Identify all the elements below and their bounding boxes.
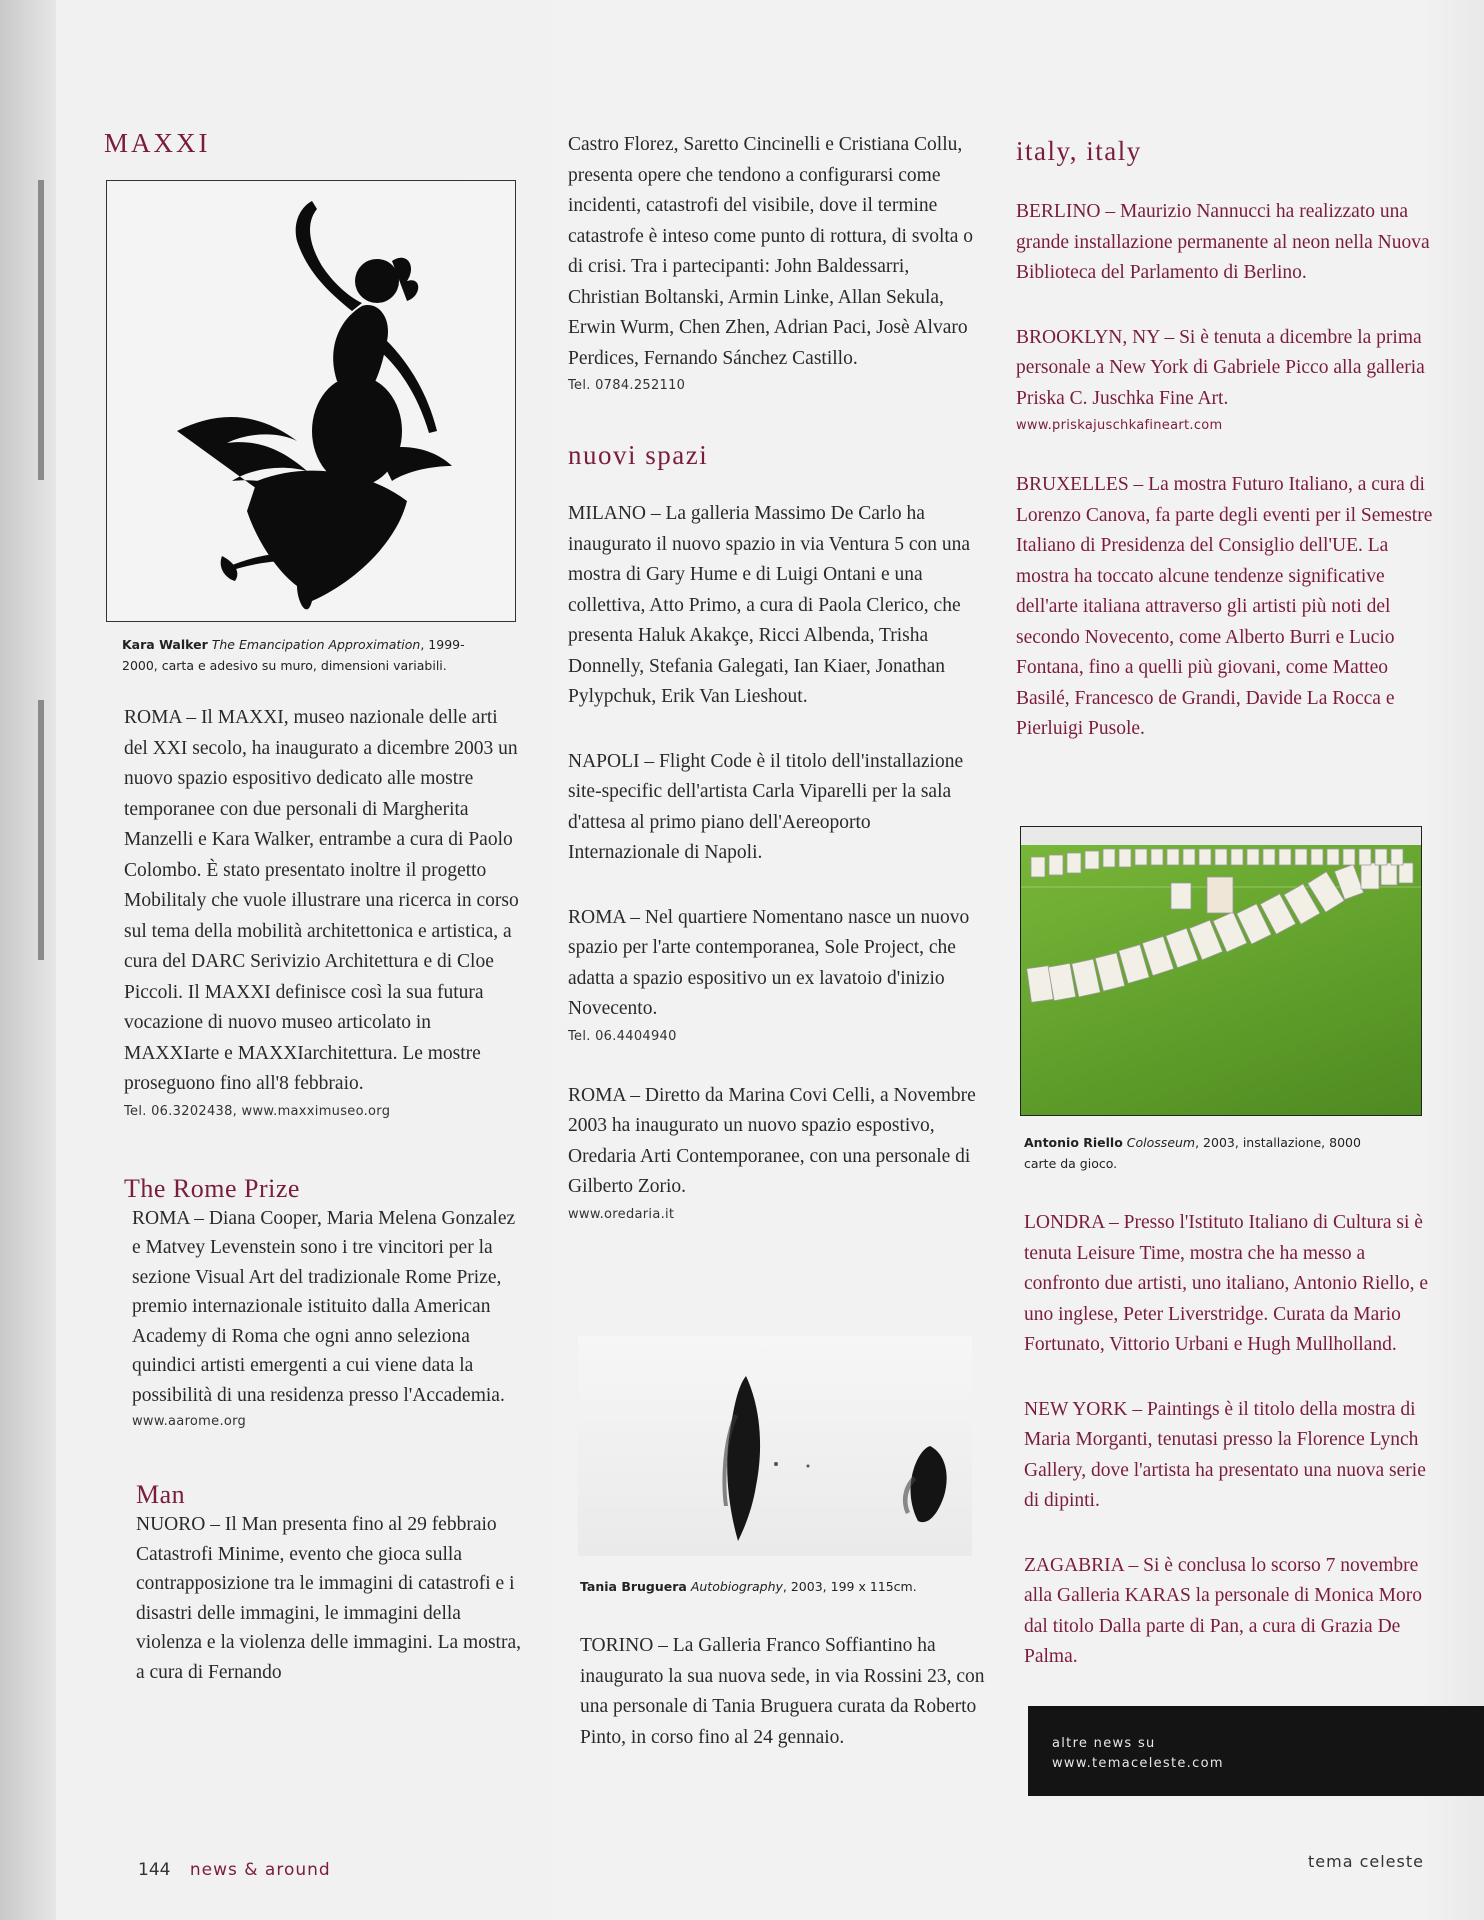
brooklyn-article: BROOKLYN, NY – Si è tenuta a dicembre la prima personale a New York di Gabriele Picco alla galleria Priska C. Juschka Fine Art.: [1016, 326, 1425, 409]
bruguera-figure: [578, 1336, 972, 1556]
caption-artist: Antonio Riello: [1024, 1135, 1123, 1150]
man-continued: Castro Florez, Saretto Cincinelli e Cristiana Collu, presenta opere che tendono a configurarsi come incidenti, catastrofi del visibile, dove il termine catastrofe è inteso come punto di rottura, di svolta o di crisi. Tra i partecipanti: John Baldessarri, Christian Boltanski, Armin Linke, Allan Sekula, Erwin Wurm, Chen Zhen, Adrian Paci, Josè Alvaro Perdices, Fernando Sánchez Castillo.: [568, 134, 974, 369]
caption-details: , 2003, 199 x 115cm.: [782, 1579, 917, 1594]
londra-article: LONDRA – Presso l'Istituto Italiano di Cultura si è tenuta Leisure Time, mostra che ha messo a confronto due artisti, uno italiano, Antonio Riello, e uno inglese, Peter Liverstridge. Curata da Mario Fortunato, Vittorio Urbani e Hugh Mullholland.: [1024, 1212, 1429, 1355]
more-news-label: altre news su: [1052, 1736, 1156, 1751]
maxxi-header: MAXXI: [104, 128, 211, 158]
caption-artist: Kara Walker: [122, 637, 208, 652]
caption-artist: Tania Bruguera: [580, 1579, 687, 1594]
fig2-caption: [580, 1576, 980, 1597]
magazine-name: tema celeste: [1308, 1852, 1424, 1871]
roma-nomentano-article: ROMA – Nel quartiere Nomentano nasce un nuovo spazio per l'arte contemporanea, Sole Project, che adatta a spazio espositivo un ex lavatoio d'inizio Novecento.: [568, 906, 970, 1019]
torino-article: TORINO – La Galleria Franco Soffiantino ha inaugurato la sua nuova sede, in via Rossini 23, con una personale di Tania Bruguera curata da Roberto Pinto, in corso fino al 24 gennaio.: [580, 1635, 985, 1748]
zagabria-article: ZAGABRIA – Si è conclusa lo scorso 7 novembre alla Galleria KARAS la personale di Monica Moro dal titolo Dalla parte di Pan, a cura di Grazia De Palma.: [1024, 1554, 1423, 1667]
more-news-box: [1028, 1706, 1484, 1796]
caption-details: , 1999-: [420, 637, 465, 652]
maxxi-contact: Tel. 06.3202438, www.maxximuseo.org: [124, 1103, 391, 1119]
berlino-article: BERLINO – Maurizio Nannucci ha realizzato una grande installazione permanente al neon nella Nuova Biblioteca del Parlamento di Berlino.: [1016, 201, 1430, 283]
colosseum-figure: [1020, 826, 1422, 1116]
caption-details-2: 2000, carta e adesivo su muro, dimensioni variabili.: [122, 658, 447, 673]
caption-title: Autobiography: [690, 1579, 783, 1594]
caption-details-2: carte da gioco.: [1024, 1156, 1118, 1171]
man-header: Man: [136, 1480, 186, 1509]
city-lead: ROMA: [124, 707, 182, 728]
fig3-caption: [1024, 1132, 1444, 1174]
silhouette-illustration: [107, 181, 515, 621]
section-name: news & around: [189, 1860, 331, 1880]
milano-article: MILANO – La galleria Massimo De Carlo ha inaugurato il nuovo spazio in via Ventura 5 con una mostra di Gary Hume e di Luigi Ontani e una collettiva, Atto Primo, a cura di Paola Clerico, che presenta Haluk Akakçe, Ricci Albenda, Trisha Donnelly, Stefania Galegati, Ian Kiaer, Jonathan Pylypchuk, Erik Van Lieshout.: [568, 503, 971, 707]
column-3-bottom: [1024, 1208, 1444, 1673]
binding-gutter: [0, 0, 56, 1920]
roma-nomentano-contact: Tel. 06.4404940: [568, 1028, 677, 1044]
nuovi-spazi-header: nuovi spazi: [568, 440, 709, 470]
column-3: [1016, 136, 1436, 745]
fig1-caption-block: [122, 634, 522, 676]
caption-details: , 2003, installazione, 8000: [1195, 1135, 1361, 1150]
playing-cards-image: [1021, 827, 1421, 1115]
column-1: [104, 128, 524, 159]
column-1-body: [124, 703, 524, 1687]
maxxi-article: [124, 703, 524, 1100]
brooklyn-contact: www.priskajuschkafineart.com: [1016, 418, 1223, 433]
rome-prize-article: ROMA – Diana Cooper, Maria Melena Gonzalez e Matvey Levenstein sono i tre vincitori per la sezione Visual Art del tradizionale Rome Prize, premio internazionale istituito dalla American Academy di Roma che ogni anno seleziona quindici artisti emergenti a cui viene data la possibilità di una residenza presso l'Accademia.: [132, 1207, 516, 1406]
caption-title: Colosseum: [1126, 1135, 1196, 1150]
napoli-article: NAPOLI – Flight Code è il titolo dell'installazione site-specific dell'artista Carla Viparelli per la sala d'attesa al primo piano dell'Aereoporto Internazionale di Napoli.: [568, 750, 964, 863]
roma-oredaria-article: ROMA – Diretto da Marina Covi Celli, a Novembre 2003 ha inaugurato un nuovo spazio espostivo, Oredaria Arti Contemporanee, con una personale di Gilberto Zorio.: [568, 1084, 976, 1197]
bruxelles-article: BRUXELLES – La mostra Futuro Italiano, a cura di Lorenzo Canova, fa parte degli eventi per il Semestre Italiano di Presidenza del Consiglio dell'UE. La mostra ha toccato alcune tendenze significative dell'arte italiana attraverso gli artisti più noti del secondo Novecento, come Alberto Burri e Lucio Fontana, fino a quelli più giovani, come Matteo Basilé, Francesco de Grandi, Davide La Rocca e Pierluigi Pusole.: [1016, 474, 1433, 739]
kara-walker-figure: [106, 180, 516, 622]
rome-prize-header: The Rome Prize: [124, 1173, 300, 1203]
man-article: NUORO – Il Man presenta fino al 29 febbraio Catastrofi Minime, evento che gioca sulla contrapposizione tra le immagini di catastrofi e i disastri delle immagini, le immagini della violenza e la violenza delle immagini. La mostra, a cura di Fernando: [136, 1514, 521, 1683]
page-number: 144: [138, 1860, 171, 1880]
caption-title: The Emancipation Approximation: [211, 637, 421, 652]
column-2-bottom: [580, 1631, 990, 1753]
maxxi-text: – Il MAXXI, museo nazionale delle arti del XXI secolo, ha inaugurato a dicembre 2003 un nuovo spazio espositivo dedicato alle mostre temporanee con due personali di Margherita Manzelli e Kara Walker, entrambe a cura di Paolo Colombo. È stato presentato inoltre il progetto Mobilitaly che vuole illustrare una ricerca in corso sul tema della mobilità architettonica e artistica, a cura del DARC Serivizio Architettura e di Cloe Piccoli. Il MAXXI definisce così la sua futura vocazione di nuovo museo articolato in MAXXIarte e MAXXIarchitettura. Le mostre proseguono fino all'8 febbraio.: [124, 707, 519, 1094]
more-news-url[interactable]: www.temaceleste.com: [1052, 1756, 1224, 1771]
man-contact: Tel. 0784.252110: [568, 378, 686, 393]
rome-prize-contact: www.aarome.org: [132, 1414, 247, 1429]
italy-italy-header: italy, italy: [1016, 136, 1142, 166]
column-2: [568, 130, 978, 1225]
fig1-caption: [122, 634, 522, 676]
fig3-caption-block: [1024, 1132, 1444, 1174]
newyork-article: NEW YORK – Paintings è il titolo della mostra di Maria Morganti, tenutasi presso la Florence Lynch Gallery, dove l'artista ha presentato una nuova serie di dipinti.: [1024, 1398, 1426, 1511]
roma-oredaria-contact: www.oredaria.it: [568, 1206, 675, 1222]
page-footer-left: [138, 1860, 331, 1880]
ink-stain-image: [578, 1336, 972, 1556]
fig2-caption-block: [580, 1576, 980, 1597]
